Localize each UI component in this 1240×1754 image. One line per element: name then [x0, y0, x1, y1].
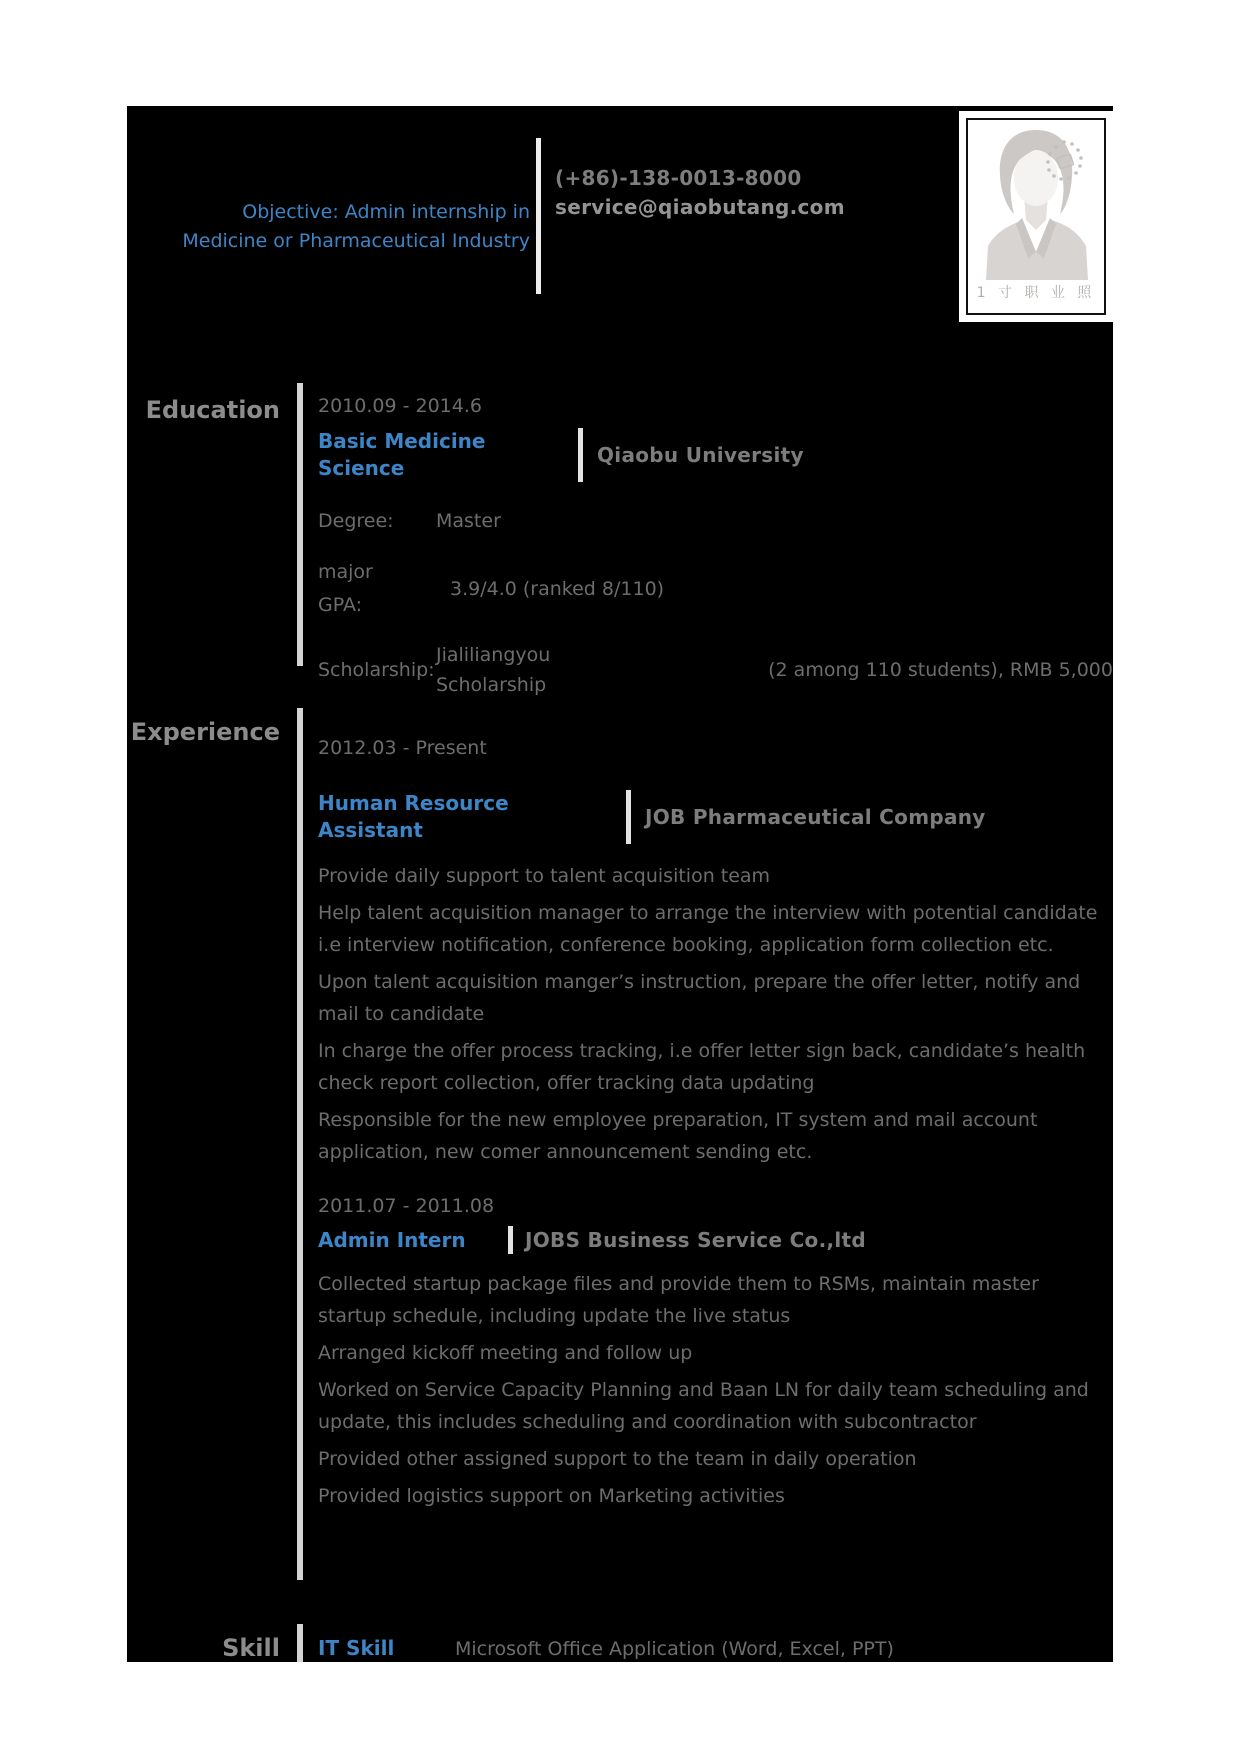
job2-bullet: Provided logistics support on Marketing activities [318, 1485, 785, 1507]
job1-bullet: Responsible for the new employee preparation, IT system and mail account application, new comer announcement sending etc. [318, 1109, 1038, 1163]
job2-title-row [318, 1226, 1113, 1254]
contact-block [555, 164, 845, 222]
gpa-value: 3.9/4.0 (ranked 8/110) [450, 578, 665, 600]
gpa-label-line1: major [318, 561, 373, 583]
job2-bullets [318, 1268, 1113, 1512]
degree-row [318, 506, 1113, 536]
skill-section-bar [297, 1624, 303, 1662]
scholarship-value: Jialiliangyou Scholarship [436, 644, 551, 696]
education-heading: Education [145, 396, 280, 424]
skill-label: IT Skill [318, 1636, 395, 1660]
job2-title-cell [318, 1227, 508, 1254]
education-title-divider [578, 428, 583, 482]
job2-company: JOBS Business Service Co.,ltd [525, 1228, 867, 1252]
job1-bullet: In charge the offer process tracking, i.e offer letter sign back, candidate’s health check report collection, offer tracking data updating [318, 1040, 1086, 1094]
job1-bullet: Provide daily support to talent acquisition team [318, 865, 771, 887]
female-portrait-icon [968, 120, 1104, 280]
job2-period: 2011.07 - 2011.08 [318, 1195, 495, 1217]
degree-value: Master [436, 510, 501, 532]
experience-content [318, 738, 1113, 1517]
education-title-row [318, 428, 1113, 482]
profile-photo [959, 111, 1113, 322]
job2-bullet: Collected startup package files and provide them to RSMs, maintain master startup schedule, including update the live status [318, 1273, 1039, 1327]
skill-heading: Skill [222, 1634, 280, 1662]
job1-title-row [318, 790, 1113, 844]
education-section-bar [297, 383, 303, 666]
job1-title-divider [626, 790, 631, 844]
resume-black-panel [127, 106, 1113, 1662]
job1-title-cell [318, 790, 626, 844]
scholarship-row [318, 640, 1113, 700]
job1-bullets [318, 860, 1113, 1168]
job2-title: Admin Intern [318, 1227, 466, 1252]
education-period: 2010.09 - 2014.6 [318, 395, 482, 417]
job1-period: 2012.03 - Present [318, 737, 487, 759]
photo-frame [966, 118, 1106, 315]
job1-title: Human Resource Assistant [318, 791, 509, 842]
gpa-label-line2: GPA: [318, 594, 363, 616]
job2-bullet: Provided other assigned support to the team in daily operation [318, 1448, 917, 1470]
scholarship-note: (2 among 110 students), RMB 5,000 [768, 659, 1113, 681]
job2-title-divider [508, 1226, 513, 1254]
job1-bullet: Help talent acquisition manager to arrange the interview with potential candidate i.e interview notification, conference booking, application form collection etc. [318, 902, 1098, 956]
degree-label: Degree: [318, 510, 394, 532]
phone-number: (+86)-138-0013-8000 [555, 166, 802, 190]
experience-heading: Experience [130, 718, 280, 746]
job1-bullet: Upon talent acquisition manger’s instruction, prepare the offer letter, notify and mail to candidate [318, 971, 1081, 1025]
education-content [318, 396, 1113, 700]
gpa-row [318, 556, 1113, 622]
education-major: Basic Medicine Science [318, 429, 486, 480]
gpa-label [318, 556, 436, 622]
scholarship-label: Scholarship: [318, 659, 435, 681]
job1-company: JOB Pharmaceutical Company [645, 805, 986, 829]
job2-bullet: Arranged kickoff meeting and follow up [318, 1342, 693, 1364]
email-address: service@qiaobutang.com [555, 195, 845, 219]
objective-text: Objective: Admin internship in Medicine or Pharmaceutical Industry [182, 201, 530, 252]
education-school: Qiaobu University [597, 443, 804, 467]
job2-bullet: Worked on Service Capacity Planning and Baan LN for daily team scheduling and update, this includes scheduling and coordination with subcontractor [318, 1379, 1089, 1433]
photo-caption: 1 寸 职 业 照 [976, 285, 1096, 301]
header-divider [536, 138, 541, 294]
skill-value: Microsoft Office Application (Word, Excel, PPT) [455, 1638, 894, 1660]
skill-content [318, 1636, 1113, 1660]
experience-section-bar [297, 708, 303, 1580]
